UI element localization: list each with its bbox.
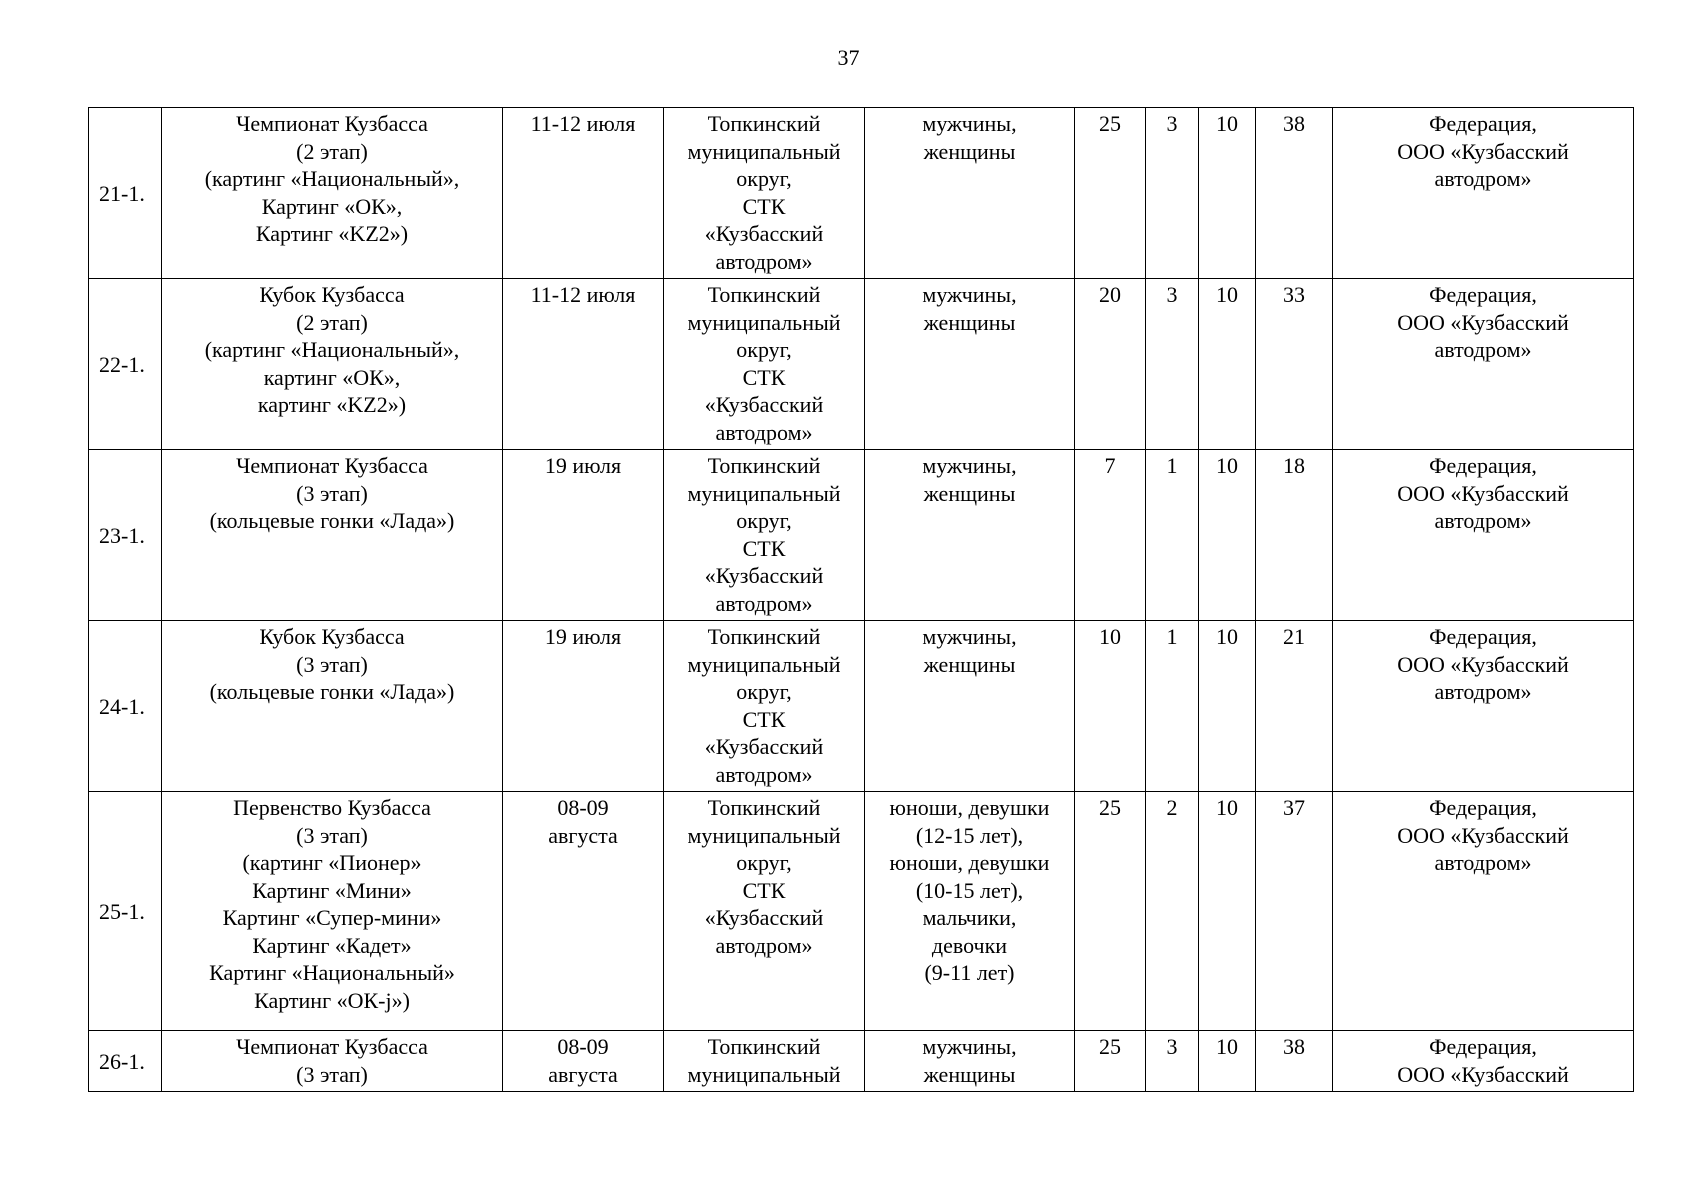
event-name: Первенство Кузбасса (3 этап) (картинг «Пионер» Картинг «Мини» Картинг «Супер-мини» Картинг «Кадет» Картинг «Национальный» Картинг «ОК-j») bbox=[162, 792, 503, 1031]
event-organizer: Федерация, ООО «Кузбасский автодром» bbox=[1333, 108, 1634, 279]
event-name: Чемпионат Кузбасса (3 этап) bbox=[162, 1031, 503, 1092]
count-cell-total: 38 bbox=[1256, 108, 1333, 279]
count-cell-total: 21 bbox=[1256, 621, 1333, 792]
count-cell-2: 2 bbox=[1146, 792, 1199, 1031]
row-number: 25-1. bbox=[89, 792, 162, 1031]
count-cell-1: 20 bbox=[1075, 279, 1146, 450]
count-cell-1: 25 bbox=[1075, 1031, 1146, 1092]
event-venue: Топкинский муниципальный округ, СТК «Кузбасский автодром» bbox=[664, 450, 865, 621]
count-cell-1: 10 bbox=[1075, 621, 1146, 792]
count-cell-2: 3 bbox=[1146, 108, 1199, 279]
count-cell-total: 18 bbox=[1256, 450, 1333, 621]
event-name: Чемпионат Кузбасса (3 этап) (кольцевые гонки «Лада») bbox=[162, 450, 503, 621]
page-number: 37 bbox=[837, 45, 860, 70]
event-venue: Топкинский муниципальный округ, СТК «Кузбасский автодром» bbox=[664, 279, 865, 450]
event-venue: Топкинский муниципальный округ, СТК «Кузбасский автодром» bbox=[664, 621, 865, 792]
event-venue: Топкинский муниципальный округ, СТК «Кузбасский автодром» bbox=[664, 792, 865, 1031]
event-name: Кубок Кузбасса (2 этап) (картинг «Национальный», картинг «ОК», картинг «KZ2») bbox=[162, 279, 503, 450]
event-participants: мужчины, женщины bbox=[865, 621, 1075, 792]
event-date: 08-09 августа bbox=[503, 792, 664, 1031]
count-cell-3: 10 bbox=[1199, 792, 1256, 1031]
row-number: 26-1. bbox=[89, 1031, 162, 1092]
event-name: Чемпионат Кузбасса (2 этап) (картинг «Национальный», Картинг «ОК», Картинг «KZ2») bbox=[162, 108, 503, 279]
count-cell-2: 3 bbox=[1146, 1031, 1199, 1092]
event-date: 19 июля bbox=[503, 450, 664, 621]
count-cell-total: 37 bbox=[1256, 792, 1333, 1031]
row-number: 22-1. bbox=[89, 279, 162, 450]
event-organizer: Федерация, ООО «Кузбасский автодром» bbox=[1333, 279, 1634, 450]
table-row bbox=[89, 1031, 1634, 1092]
count-cell-2: 1 bbox=[1146, 450, 1199, 621]
event-date: 11-12 июля bbox=[503, 279, 664, 450]
count-cell-3: 10 bbox=[1199, 450, 1256, 621]
table-row bbox=[89, 621, 1634, 792]
count-cell-3: 10 bbox=[1199, 621, 1256, 792]
count-cell-total: 38 bbox=[1256, 1031, 1333, 1092]
table-row bbox=[89, 792, 1634, 1031]
count-cell-1: 25 bbox=[1075, 108, 1146, 279]
row-number: 21-1. bbox=[89, 108, 162, 279]
event-venue: Топкинский муниципальный bbox=[664, 1031, 865, 1092]
count-cell-3: 10 bbox=[1199, 279, 1256, 450]
event-organizer: Федерация, ООО «Кузбасский bbox=[1333, 1031, 1634, 1092]
count-cell-2: 3 bbox=[1146, 279, 1199, 450]
event-participants: мужчины, женщины bbox=[865, 1031, 1075, 1092]
event-date: 08-09 августа bbox=[503, 1031, 664, 1092]
event-organizer: Федерация, ООО «Кузбасский автодром» bbox=[1333, 792, 1634, 1031]
table-row bbox=[89, 279, 1634, 450]
event-participants: мужчины, женщины bbox=[865, 108, 1075, 279]
schedule-table bbox=[88, 107, 1634, 1092]
count-cell-2: 1 bbox=[1146, 621, 1199, 792]
count-cell-3: 10 bbox=[1199, 108, 1256, 279]
event-participants: мужчины, женщины bbox=[865, 450, 1075, 621]
event-participants: юноши, девушки (12-15 лет), юноши, девушки (10-15 лет), мальчики, девочки (9-11 лет) bbox=[865, 792, 1075, 1031]
count-cell-1: 7 bbox=[1075, 450, 1146, 621]
event-organizer: Федерация, ООО «Кузбасский автодром» bbox=[1333, 450, 1634, 621]
event-name: Кубок Кузбасса (3 этап) (кольцевые гонки «Лада») bbox=[162, 621, 503, 792]
event-organizer: Федерация, ООО «Кузбасский автодром» bbox=[1333, 621, 1634, 792]
row-number: 24-1. bbox=[89, 621, 162, 792]
table-row bbox=[89, 108, 1634, 279]
count-cell-total: 33 bbox=[1256, 279, 1333, 450]
event-venue: Топкинский муниципальный округ, СТК «Кузбасский автодром» bbox=[664, 108, 865, 279]
event-date: 11-12 июля bbox=[503, 108, 664, 279]
event-date: 19 июля bbox=[503, 621, 664, 792]
row-number: 23-1. bbox=[89, 450, 162, 621]
table-row bbox=[89, 450, 1634, 621]
count-cell-3: 10 bbox=[1199, 1031, 1256, 1092]
event-participants: мужчины, женщины bbox=[865, 279, 1075, 450]
count-cell-1: 25 bbox=[1075, 792, 1146, 1031]
